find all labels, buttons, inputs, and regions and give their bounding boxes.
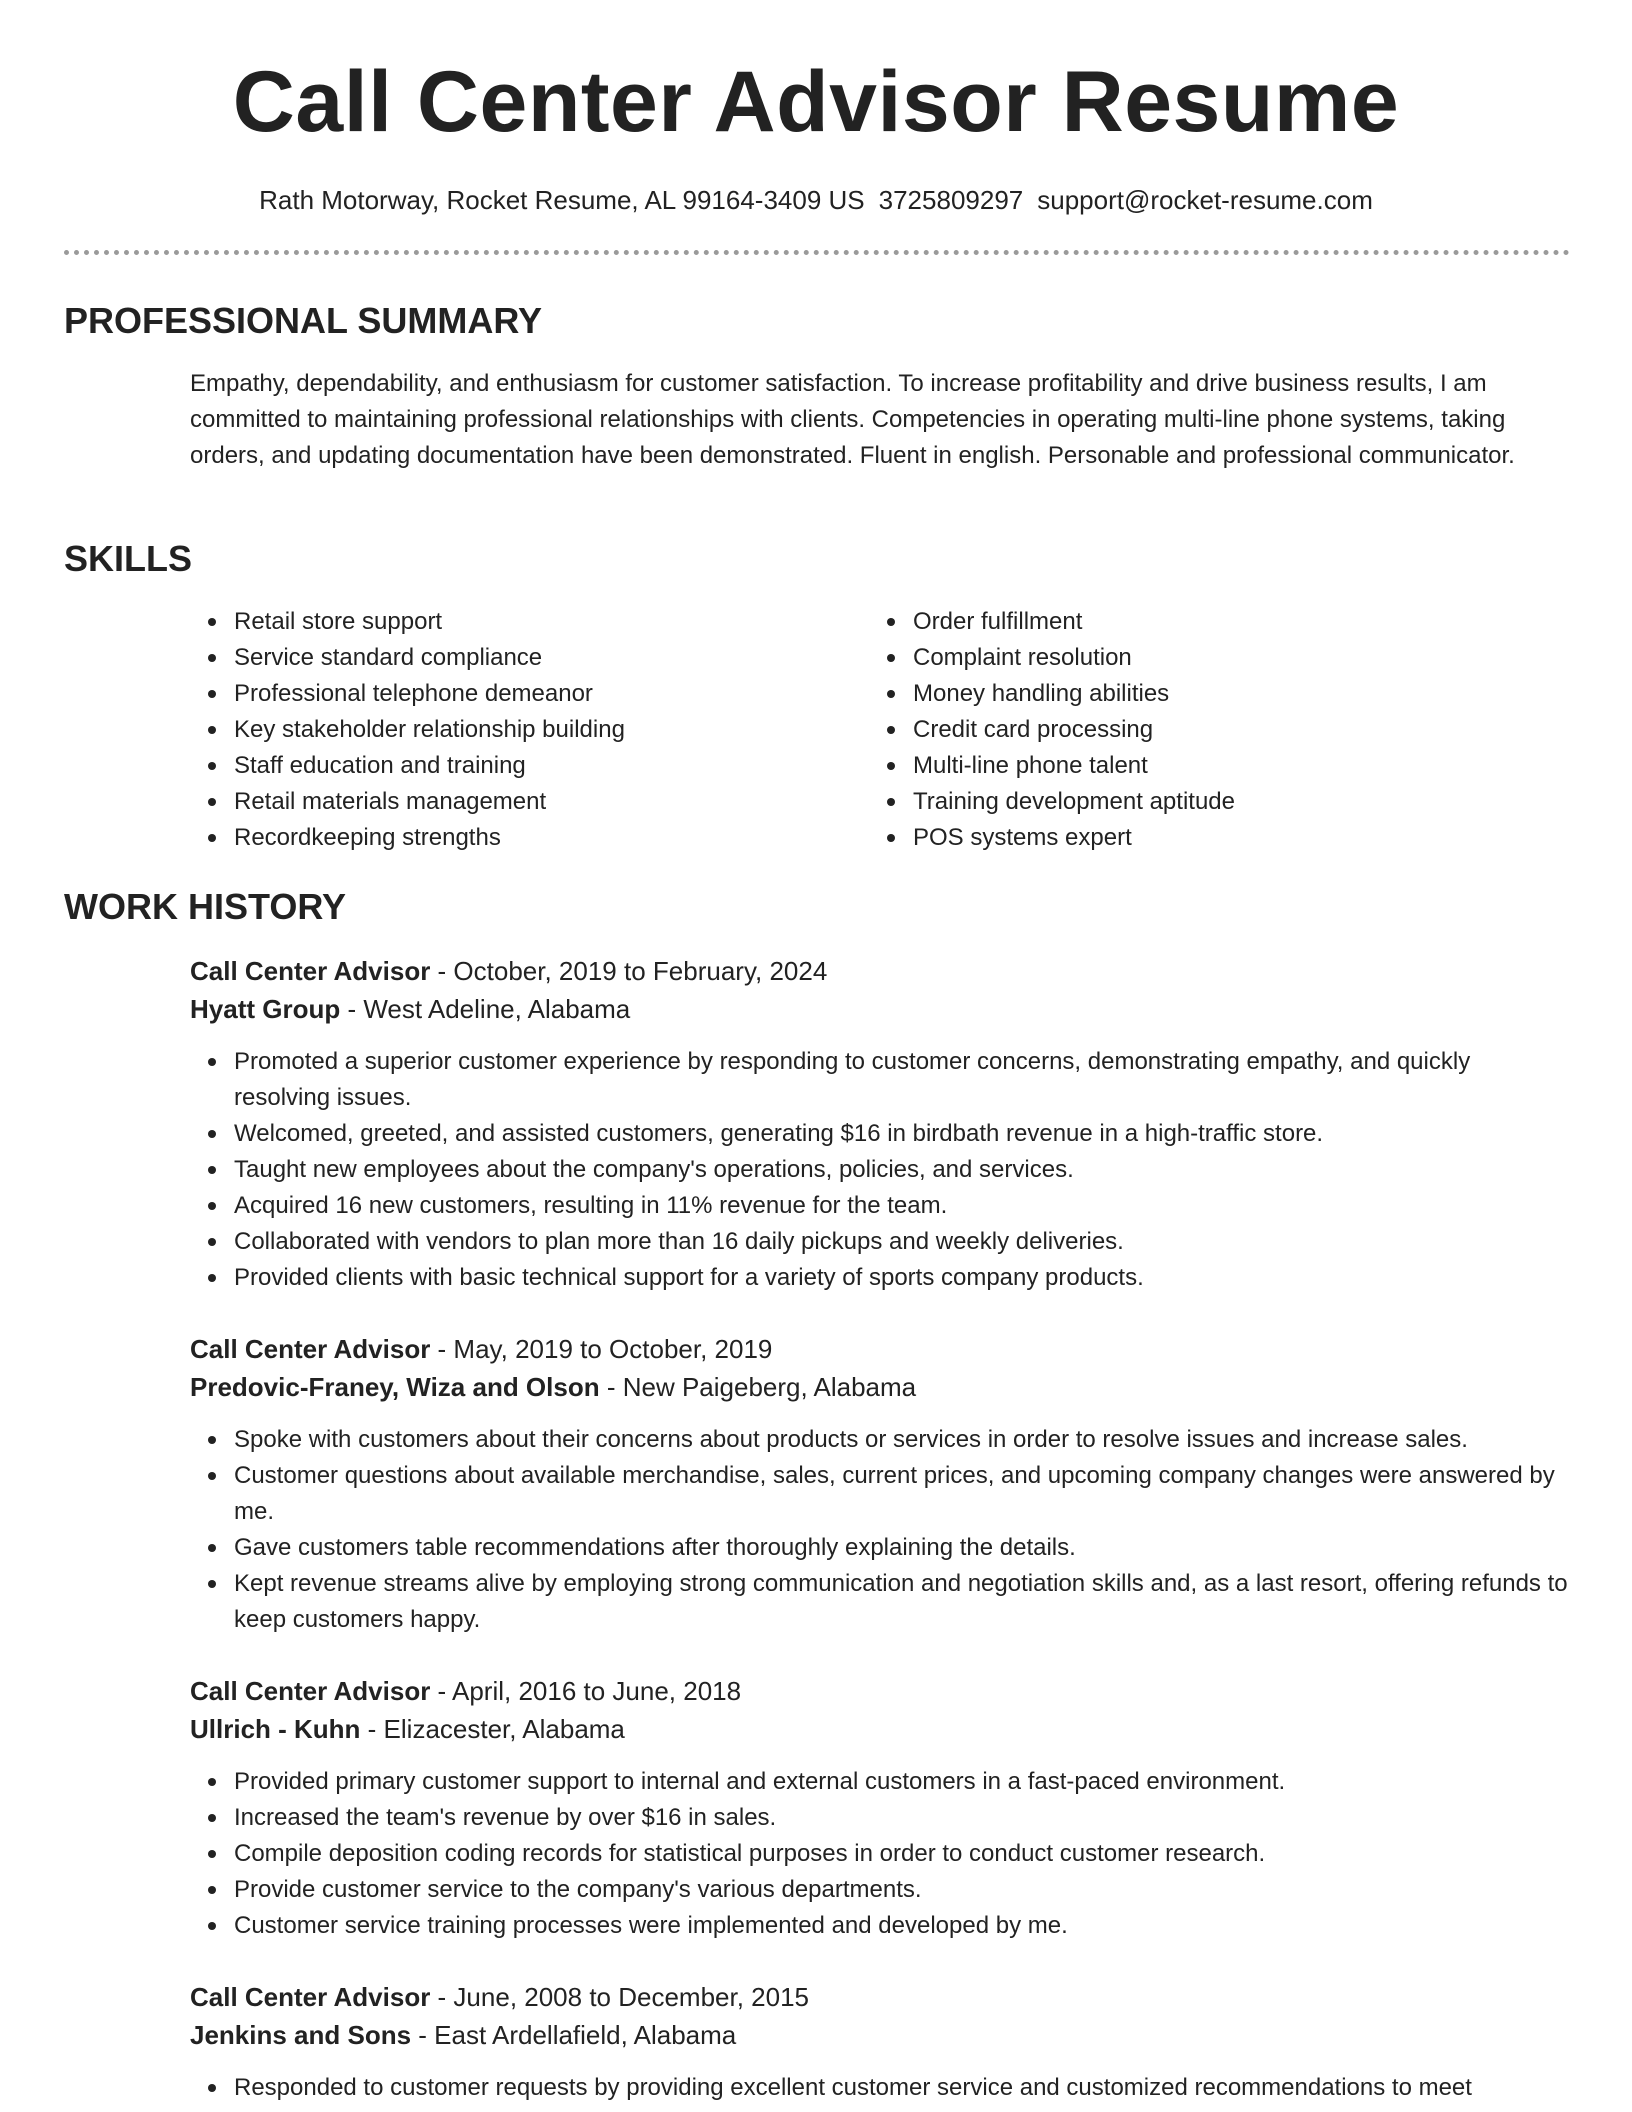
resume-title: Call Center Advisor Resume — [232, 54, 1400, 150]
contact-line — [0, 182, 1632, 218]
job-bullets — [190, 1764, 1570, 1944]
skill-item: Multi-line phone talent — [869, 748, 1569, 784]
job-bullet: Customer service training processes were implemented and developed by me. — [190, 1908, 1570, 1944]
job-bullet: Responded to customer requests by providing excellent customer service and customized recommendations to meet — [190, 2070, 1570, 2106]
skill-item: Order fulfillment — [869, 604, 1569, 640]
job-company-line — [190, 990, 1570, 1028]
job-entry — [190, 1330, 1570, 1638]
contact-phone: 3725809297 — [878, 185, 1024, 215]
job-dates: - June, 2008 to December, 2015 — [430, 1982, 810, 2012]
job-company-line — [190, 1368, 1570, 1406]
job-company-line — [190, 1710, 1570, 1748]
skill-item: Credit card processing — [869, 712, 1569, 748]
job-location: - New Paigeberg, Alabama — [599, 1372, 917, 1402]
summary-text: Empathy, dependability, and enthusiasm for customer satisfaction. To increase profitability and drive business results, I am committed to maintaining professional relationships with clients. Competencies in operating multi-line phone systems, taking orders, and updating documentation have been demonstrated. Fluent in english. Personable and professional communicator. — [190, 370, 1515, 469]
job-location: - Elizacester, Alabama — [360, 1714, 625, 1744]
job-bullets — [190, 1422, 1570, 1638]
skill-item: Professional telephone demeanor — [190, 676, 850, 712]
job-bullet: Kept revenue streams alive by employing strong communication and negotiation skills and, as a last resort, offering refunds to keep customers happy. — [190, 1566, 1570, 1638]
job-entry — [190, 1672, 1570, 1944]
job-bullet: Collaborated with vendors to plan more than 16 daily pickups and weekly deliveries. — [190, 1224, 1570, 1260]
job-bullet: Gave customers table recommendations after thoroughly explaining the details. — [190, 1530, 1570, 1566]
job-bullets — [190, 2070, 1570, 2106]
skill-item: Retail store support — [190, 604, 850, 640]
contact-address: Rath Motorway, Rocket Resume, AL 99164-3409 US — [259, 185, 865, 215]
job-title: Call Center Advisor — [190, 956, 431, 986]
job-title: Call Center Advisor — [190, 1982, 431, 2012]
job-location: - East Ardellafield, Alabama — [411, 2020, 737, 2050]
job-bullet: Promoted a superior customer experience by responding to customer concerns, demonstrating empathy, and quickly resolving issues. — [190, 1044, 1570, 1116]
job-title: Call Center Advisor — [190, 1676, 431, 1706]
header-divider — [64, 250, 1570, 255]
job-entry — [190, 952, 1570, 1296]
job-bullets — [190, 1044, 1570, 1296]
job-bullet: Provide customer service to the company's various departments. — [190, 1872, 1570, 1908]
job-dates: - May, 2019 to October, 2019 — [430, 1334, 773, 1364]
job-bullet: Spoke with customers about their concerns about products or services in order to resolve issues and increase sales. — [190, 1422, 1570, 1458]
skill-item: Service standard compliance — [190, 640, 850, 676]
job-bullet: Provided clients with basic technical support for a variety of sports company products. — [190, 1260, 1570, 1296]
job-entry — [190, 1978, 1570, 2106]
job-dates: - October, 2019 to February, 2024 — [430, 956, 828, 986]
work-heading: WORK HISTORY — [64, 886, 347, 927]
skills-list-right — [869, 604, 1569, 856]
job-bullet: Provided primary customer support to internal and external customers in a fast-paced environment. — [190, 1764, 1570, 1800]
job-bullet: Taught new employees about the company's operations, policies, and services. — [190, 1152, 1570, 1188]
job-bullet: Acquired 16 new customers, resulting in 11% revenue for the team. — [190, 1188, 1570, 1224]
job-dates: - April, 2016 to June, 2018 — [430, 1676, 742, 1706]
job-bullet: Customer questions about available merchandise, sales, current prices, and upcoming company changes were answered by me. — [190, 1458, 1570, 1530]
skill-item: Complaint resolution — [869, 640, 1569, 676]
job-company: Hyatt Group — [190, 994, 341, 1024]
skill-item: Training development aptitude — [869, 784, 1569, 820]
job-title-line — [190, 1672, 1570, 1710]
skill-item: Money handling abilities — [869, 676, 1569, 712]
job-bullet: Welcomed, greeted, and assisted customers, generating $16 in birdbath revenue in a high-traffic store. — [190, 1116, 1570, 1152]
job-title-line — [190, 952, 1570, 990]
job-bullet: Compile deposition coding records for statistical purposes in order to conduct customer research. — [190, 1836, 1570, 1872]
job-title-line — [190, 1978, 1570, 2016]
skill-item: Recordkeeping strengths — [190, 820, 850, 856]
skill-item: Staff education and training — [190, 748, 850, 784]
skill-item: POS systems expert — [869, 820, 1569, 856]
job-bullet: Increased the team's revenue by over $16 in sales. — [190, 1800, 1570, 1836]
work-entries — [190, 952, 1570, 2106]
job-company-line — [190, 2016, 1570, 2054]
job-company: Predovic-Franey, Wiza and Olson — [190, 1372, 600, 1402]
job-title: Call Center Advisor — [190, 1334, 431, 1364]
skill-item: Key stakeholder relationship building — [190, 712, 850, 748]
job-company: Jenkins and Sons — [190, 2020, 412, 2050]
job-company: Ullrich - Kuhn — [190, 1714, 361, 1744]
contact-email: support@rocket-resume.com — [1037, 185, 1373, 215]
job-title-line — [190, 1330, 1570, 1368]
job-location: - West Adeline, Alabama — [340, 994, 631, 1024]
summary-heading: PROFESSIONAL SUMMARY — [64, 300, 543, 341]
skills-heading: SKILLS — [64, 538, 193, 579]
skill-item: Retail materials management — [190, 784, 850, 820]
skills-list-left — [190, 604, 850, 856]
